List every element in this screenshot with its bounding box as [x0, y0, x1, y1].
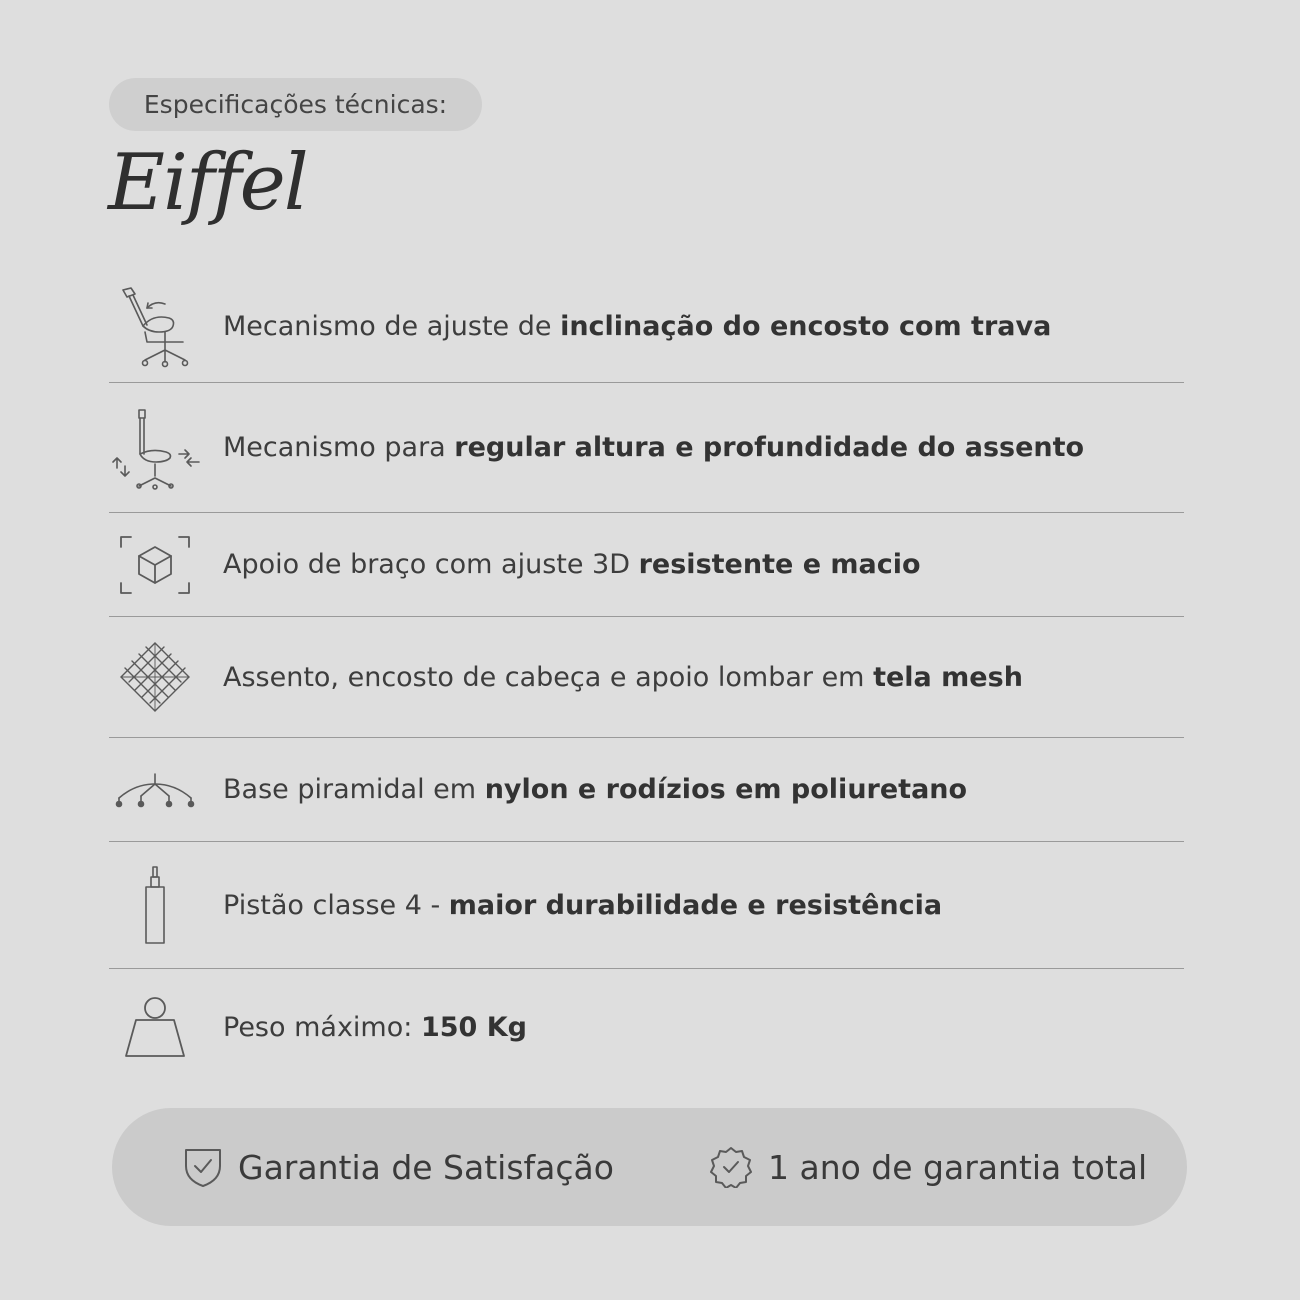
spec-text-piston: Pistão classe 4 - maior durabilidade e resistência	[223, 889, 943, 921]
spec-text-weight: Peso máximo: 150 Kg	[223, 1011, 527, 1043]
guarantee-bar	[112, 1108, 1187, 1226]
spec-row-recline	[109, 270, 1184, 383]
spec-row-piston	[109, 842, 1184, 969]
chair-recline-icon	[109, 280, 201, 372]
chair-base-icon	[109, 744, 201, 836]
spec-text-mesh: Assento, encosto de cabeça e apoio lombar em tela mesh	[223, 661, 1023, 693]
spec-row-weight	[109, 969, 1184, 1085]
spec-row-height-depth	[109, 383, 1184, 513]
badge-check-icon	[710, 1146, 752, 1188]
spec-row-mesh	[109, 617, 1184, 738]
satisfaction-badge	[184, 1108, 614, 1226]
piston-icon	[109, 859, 201, 951]
spec-text-height-depth: Mecanismo para regular altura e profundidade do assento	[223, 432, 1085, 463]
mesh-icon	[109, 631, 201, 723]
spec-text-recline: Mecanismo de ajuste de inclinação do encosto com trava	[223, 310, 1052, 342]
spec-row-armrest	[109, 513, 1184, 617]
spec-text-base: Base piramidal em nylon e rodízios em poliuretano	[223, 774, 968, 805]
shield-check-icon	[184, 1146, 222, 1188]
satisfaction-label: Garantia de Satisfação	[238, 1147, 614, 1187]
section-label	[109, 78, 482, 131]
cube-3d-icon	[109, 519, 201, 611]
warranty-label: 1 ano de garantia total	[768, 1147, 1148, 1187]
warranty-badge	[710, 1108, 1147, 1226]
section-label-text: Especificações técnicas:	[143, 90, 448, 119]
spec-row-base	[109, 738, 1184, 842]
spec-text-armrest: Apoio de braço com ajuste 3D resistente e macio	[223, 549, 921, 580]
product-title: Eiffel	[108, 138, 307, 228]
weight-icon	[109, 981, 201, 1073]
chair-height-depth-icon	[109, 402, 201, 494]
